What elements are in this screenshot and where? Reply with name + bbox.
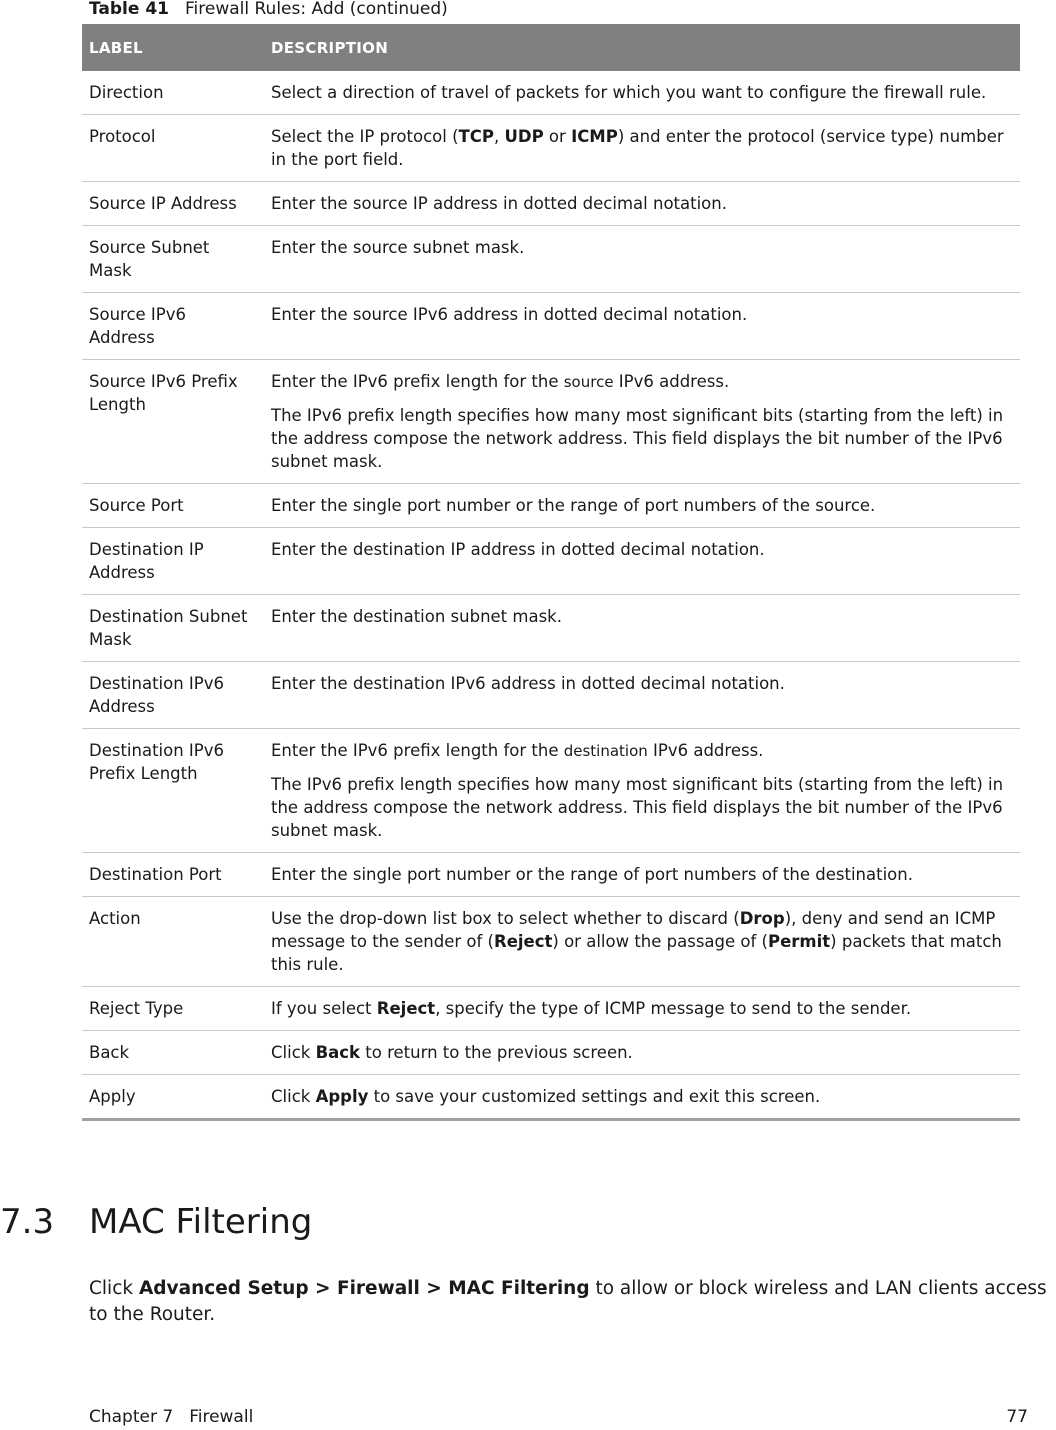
section-heading — [0, 1200, 312, 1244]
row-description: Select the IP protocol (TCP, UDP or ICMP) and enter the protocol (service type) number in the port field. — [264, 115, 1020, 182]
row-label: Apply — [82, 1075, 264, 1120]
footer-chapter-title: Firewall — [189, 1407, 254, 1427]
row-label: Action — [82, 897, 264, 987]
row-label: Source IP Address — [82, 182, 264, 226]
row-description: Enter the source subnet mask. — [264, 226, 1020, 293]
intro-paragraph: Click Advanced Setup > Firewall > MAC Filtering to allow or block wireless and LAN clients access to the Router. — [89, 1278, 1047, 1325]
table-row — [82, 226, 1020, 293]
row-label: Destination Port — [82, 853, 264, 897]
row-description: Click Back to return to the previous screen. — [264, 1031, 1020, 1075]
header-description: DESCRIPTION — [264, 24, 1020, 71]
menu-path: Advanced Setup > Firewall > MAC Filtering — [138, 1278, 590, 1299]
row-label: Direction — [82, 71, 264, 115]
table-row — [82, 853, 1020, 897]
table-caption — [89, 0, 448, 20]
row-description: Enter the destination subnet mask. — [264, 595, 1020, 662]
section-title: MAC Filtering — [89, 1202, 313, 1242]
table-row — [82, 528, 1020, 595]
footer-chapter-number: Chapter 7 — [89, 1407, 174, 1427]
row-label: Destination IPv6 Address — [82, 662, 264, 729]
table-row — [82, 595, 1020, 662]
table-caption-number: Table 41 — [89, 0, 169, 19]
row-label: Source IPv6 Prefix Length — [82, 360, 264, 484]
row-description: Select a direction of travel of packets for which you want to configure the firewall rule. — [264, 71, 1020, 115]
row-description: Enter the IPv6 prefix length for the source IPv6 address. The IPv6 prefix length specifies how many most significant bits (starting from the left) in the address compose the network address. This field displays the bit number of the IPv6 subnet mask. — [264, 360, 1020, 484]
row-label: Source Port — [82, 484, 264, 528]
row-label: Source Subnet Mask — [82, 226, 264, 293]
row-description: Enter the destination IP address in dotted decimal notation. — [264, 528, 1020, 595]
row-label: Destination Subnet Mask — [82, 595, 264, 662]
row-label: Destination IPv6 Prefix Length — [82, 729, 264, 853]
section-number: 7.3 — [0, 1202, 55, 1242]
table-row — [82, 1031, 1020, 1075]
row-description: Enter the single port number or the range of port numbers of the source. — [264, 484, 1020, 528]
row-description: Click Apply to save your customized settings and exit this screen. — [264, 1075, 1020, 1120]
table-header-row — [82, 24, 1020, 71]
footer-chapter — [89, 1406, 253, 1428]
table-row — [82, 987, 1020, 1031]
row-description: Enter the single port number or the range of port numbers of the destination. — [264, 853, 1020, 897]
row-label: Back — [82, 1031, 264, 1075]
firewall-rules-table — [82, 24, 1020, 1121]
row-label: Protocol — [82, 115, 264, 182]
table-row — [82, 729, 1020, 853]
row-description: Enter the source IP address in dotted decimal notation. — [264, 182, 1020, 226]
table-row — [82, 71, 1020, 115]
table-row — [82, 484, 1020, 528]
row-description: Enter the source IPv6 address in dotted decimal notation. — [264, 293, 1020, 360]
page-number: 77 — [1006, 1407, 1028, 1427]
table-row — [82, 1075, 1020, 1120]
row-label: Destination IP Address — [82, 528, 264, 595]
row-description: Enter the destination IPv6 address in dotted decimal notation. — [264, 662, 1020, 729]
table-row — [82, 293, 1020, 360]
row-label: Reject Type — [82, 987, 264, 1031]
table-row — [82, 897, 1020, 987]
table-caption-title: Firewall Rules: Add (continued) — [184, 0, 448, 19]
table-row — [82, 115, 1020, 182]
row-label: Source IPv6 Address — [82, 293, 264, 360]
row-description: If you select Reject, specify the type of ICMP message to send to the sender. — [264, 987, 1020, 1031]
table-row — [82, 360, 1020, 484]
table-row — [82, 662, 1020, 729]
row-description: Use the drop-down list box to select whether to discard (Drop), deny and send an ICMP message to the sender of (Reject) or allow the passage of (Permit) packets that match this rule. — [264, 897, 1020, 987]
table-row — [82, 182, 1020, 226]
header-label: LABEL — [82, 24, 264, 71]
row-description: Enter the IPv6 prefix length for the destination IPv6 address. The IPv6 prefix length specifies how many most significant bits (starting from the left) in the address compose the network address. This field displays the bit number of the IPv6 subnet mask. — [264, 729, 1020, 853]
